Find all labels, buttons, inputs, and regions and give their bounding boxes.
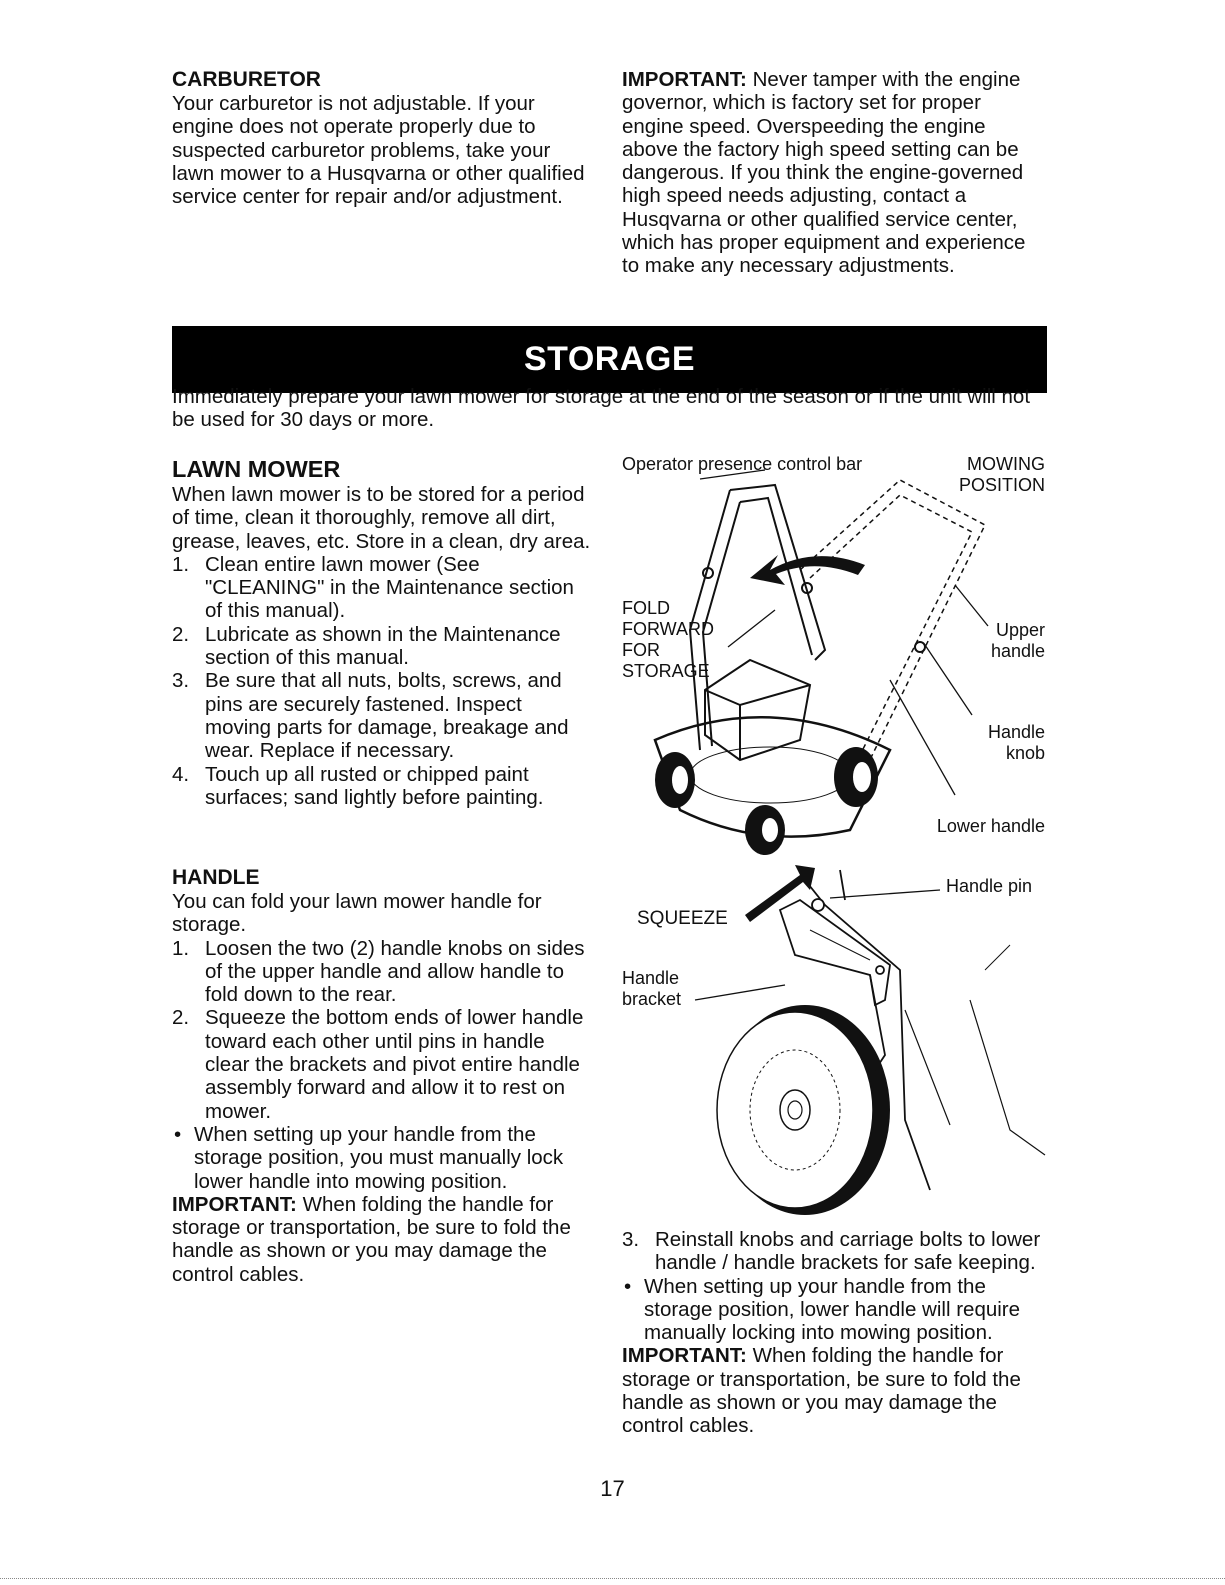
handle-knob-label: Handle knob: [987, 722, 1045, 763]
lawn-mower-heading: LAWN MOWER: [172, 456, 341, 482]
lawn-mower-steps: [172, 553, 592, 809]
handle-pin-label: Handle pin: [946, 876, 1033, 896]
handle-bullet: • When setting up your handle from the storage position, you must manually lock lower handle into mowing position.: [174, 1122, 564, 1193]
lower-handle-label: Lower handle: [936, 816, 1045, 836]
carburetor-heading: CARBURETOR: [172, 68, 321, 91]
list-item: 1. Loosen the two (2) handle knobs on sides of the upper handle and allow handle to fold down to the rear.: [172, 936, 585, 1007]
step3-text: Reinstall knobs and carriage bolts to lower handle / handle brackets for safe keeping.: [655, 1228, 1041, 1275]
mowing-position-label: MOWING POSITION: [958, 454, 1045, 495]
list-item: 3. Be sure that all nuts, bolts, screws, and pins are securely fastened. Inspect moving parts for damage, breakage and wear. Replace if necessary.: [172, 669, 569, 763]
important-label: IMPORTANT:: [622, 68, 747, 91]
important-label: IMPORTANT:: [172, 1192, 297, 1216]
handle-heading: HANDLE: [172, 866, 260, 889]
handle-text: You can fold your lawn mower handle for storage.: [172, 890, 542, 937]
important-label: IMPORTANT:: [622, 1344, 747, 1368]
right-steps-section: [622, 1228, 1042, 1438]
fold-forward-label: FOLD FORWARD FOR STORAGE: [622, 598, 714, 681]
operator-bar-label: Operator presence control bar: [622, 454, 863, 474]
list-item: 3. Reinstall knobs and carriage bolts to lower handle / handle brackets for safe keeping.: [622, 1228, 1041, 1275]
list-item: 1. Clean entire lawn mower (See "CLEANING" in the Maintenance section of this manual).: [172, 552, 574, 623]
list-item: 4. Touch up all rusted or chipped paint surfaces; sand lightly before painting.: [172, 762, 544, 809]
upper-handle-label: Upper handle: [990, 620, 1045, 661]
storage-intro-text: Immediately prepare your lawn mower for storage at the end of the season or if the unit will not be used for 30 days or more.: [172, 385, 1031, 432]
important-governor-text: Never tamper with the engine governor, which is factory set for proper engine speed. Overspeeding the engine above the factory high speed setting can be dangerous. If you think the engine-governed high speed needs adjusting, contact a Husqvarna or other qualified service center, which has proper equipment and experience to make any necessary adjustments.: [622, 68, 1026, 278]
storage-intro: [172, 385, 1047, 432]
bottom-divider: [0, 1578, 1225, 1579]
squeeze-label: SQUEEZE: [637, 908, 728, 929]
handle-steps: [172, 937, 592, 1123]
storage-banner: STORAGE: [172, 326, 1047, 393]
carburetor-section: [172, 68, 592, 208]
right-important-text: When folding the handle for storage or transportation, be sure to fold the handle as shown or you may damage the control cables.: [622, 1344, 1021, 1438]
lawn-mower-text: When lawn mower is to be stored for a period of time, clean it thoroughly, remove all dirt, grease, leaves, etc. Store in a clean, dry area.: [172, 483, 591, 553]
list-item: 2. Lubricate as shown in the Maintenance section of this manual.: [172, 622, 561, 670]
handle-bracket-label: Handle bracket: [622, 968, 682, 1009]
right-bullet: • When setting up your handle from the storage position, lower handle will require manually locking into mowing position.: [624, 1274, 1021, 1345]
handle-section: [172, 866, 592, 1286]
lawn-mower-section: [172, 455, 592, 809]
list-item: 2. Squeeze the bottom ends of lower handle toward each other until pins in handle clear the brackets and pivot entire handle assembly forward and allow it to rest on mower.: [172, 1006, 584, 1123]
handle-important-text: When folding the handle for storage or transportation, be sure to fold the handle as shown or you may damage the control cables.: [172, 1192, 571, 1286]
carburetor-text: Your carburetor is not adjustable. If your engine does not operate properly due to suspected carburetor problems, take your lawn mower to a Husqvarna or other qualified service center for repair and/or adjustment.: [172, 92, 585, 209]
page-number: 17: [600, 1476, 625, 1501]
important-governor-section: [622, 68, 1040, 278]
